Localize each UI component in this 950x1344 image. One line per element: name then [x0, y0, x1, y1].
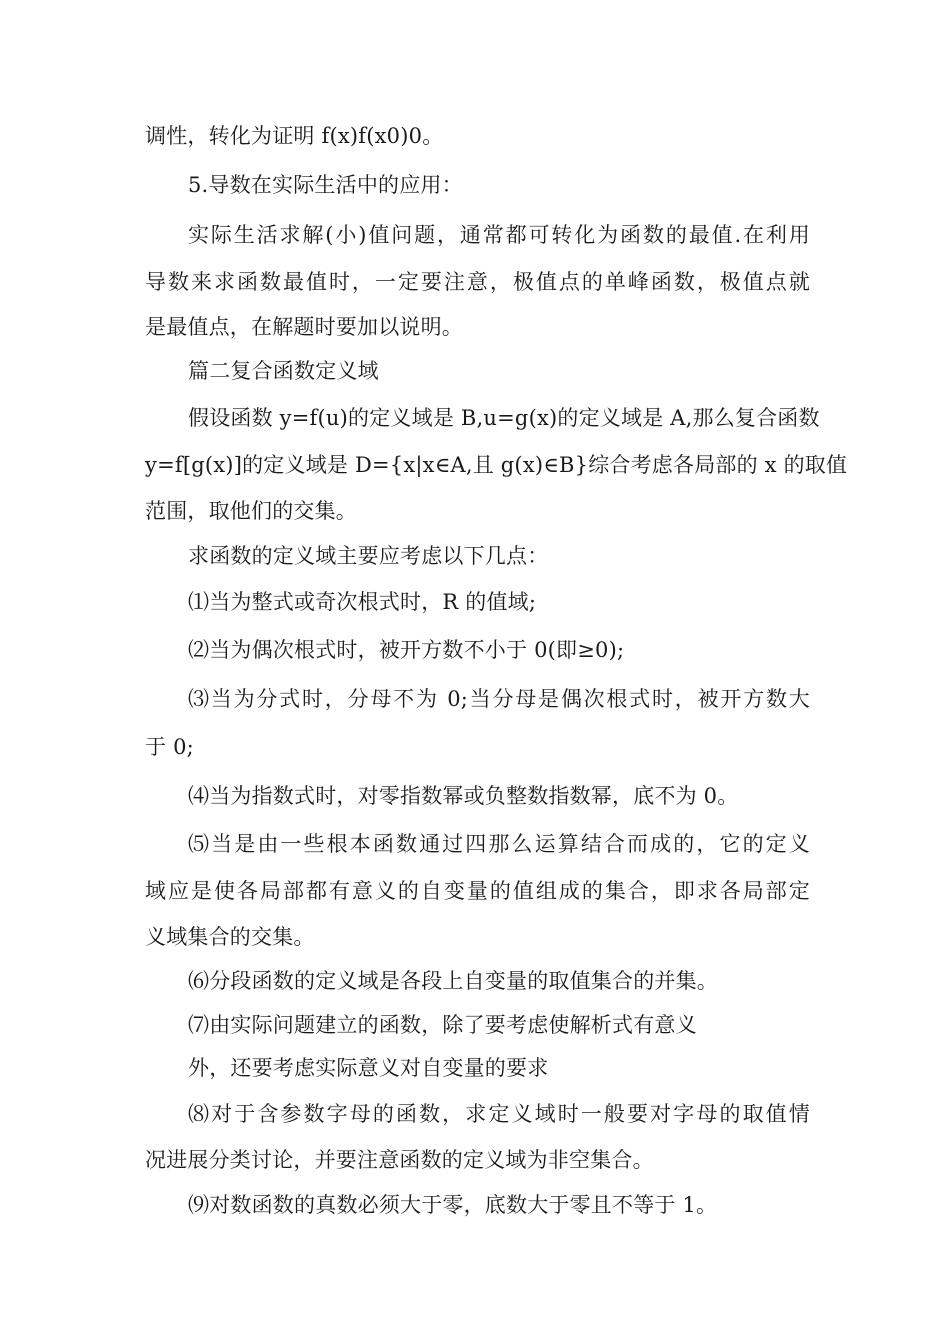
list-item-5-cont-1: 域应是使各局部都有意义的自变量的值组成的集合，即求各局部定: [145, 879, 810, 903]
list-item-5-cont-2: 义域集合的交集。: [145, 925, 315, 949]
text-line-4: 导数来求函数最值时，一定要注意，极值点的单峰函数，极值点就: [145, 270, 810, 294]
section-heading-composite-function: 篇二复合函数定义域: [188, 359, 379, 383]
text-line-3: 实际生活求解(小)值问题，通常都可转化为函数的最值.在利用: [188, 223, 810, 247]
text-line-10: 求函数的定义域主要应考虑以下几点：: [188, 544, 549, 568]
list-item-8: ⑻对于含参数字母的函数，求定义域时一般要对字母的取值情: [188, 1102, 810, 1126]
text-line-8: y=f[g(x)]的定义域是 D={x|x∈A,且 g(x)∈B}综合考虑各局部的 x 的取值: [145, 453, 848, 477]
list-item-7: ⑺由实际问题建立的函数，除了要考虑使解析式有意义: [188, 1013, 697, 1037]
list-item-3: ⑶当为分式时，分母不为 0;当分母是偶次根式时，被开方数大: [188, 687, 810, 711]
text-line-9: 范围，取他们的交集。: [145, 499, 357, 523]
text-line-5: 是最值点，在解题时要加以说明。: [145, 315, 463, 339]
list-item-4: ⑷当为指数式时，对零指数幂或负整数指数幂，底不为 0。: [188, 784, 739, 808]
list-item-6: ⑹分段函数的定义域是各段上自变量的取值集合的并集。: [188, 969, 718, 993]
list-item-9: ⑼对数函数的真数必须大于零，底数大于零且不等于 1。: [188, 1193, 718, 1217]
list-item-1: ⑴当为整式或奇次根式时，R 的值域;: [188, 590, 537, 614]
list-item-8-cont: 况进展分类讨论，并要注意函数的定义域为非空集合。: [145, 1148, 654, 1172]
list-item-7-cont: 外，还要考虑实际意义对自变量的要求: [188, 1056, 549, 1080]
list-item-2: ⑵当为偶次根式时，被开方数不小于 0(即≥0);: [188, 638, 625, 662]
section-heading-derivative-application: 5.导数在实际生活中的应用：: [188, 173, 463, 197]
text-line-7: 假设函数 y=f(u)的定义域是 B,u=g(x)的定义域是 A,那么复合函数: [188, 406, 820, 430]
list-item-5: ⑸当是由一些根本函数通过四那么运算结合而成的，它的定义: [188, 832, 810, 856]
text-line-1: 调性，转化为证明 f(x)f(x0)0。: [145, 124, 444, 148]
list-item-3-cont: 于 0;: [145, 735, 194, 759]
